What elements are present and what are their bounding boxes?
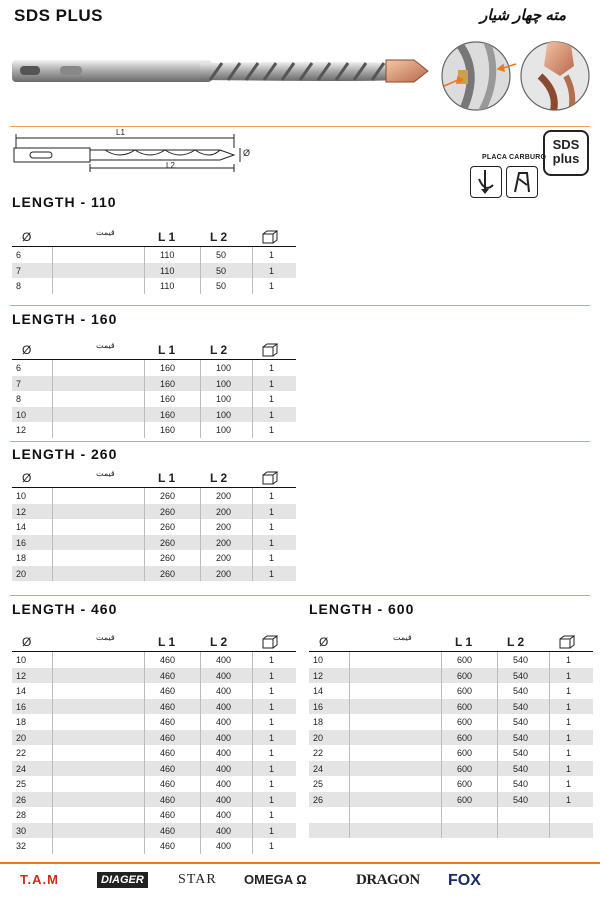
table-header xyxy=(12,468,296,488)
col-price: قیمت xyxy=(96,469,115,478)
table-row: 14 460 400 1 xyxy=(16,686,275,696)
table-row: 7 110 50 1 xyxy=(12,263,296,279)
column-separator xyxy=(52,652,53,854)
brand-logo: T.A.M xyxy=(20,872,59,887)
table-row: 32 460 400 1 xyxy=(16,841,275,851)
table-row: 24 460 400 1 xyxy=(12,761,296,777)
column-separator xyxy=(144,247,145,294)
divider xyxy=(10,305,590,306)
col-price: قیمت xyxy=(96,633,115,642)
page-title-fa: مته چهار شیار xyxy=(480,7,566,24)
brand-logo: DRAGON xyxy=(356,872,420,888)
column-separator xyxy=(144,360,145,438)
drill-illustration xyxy=(0,30,600,126)
table-row: 10 600 540 1 xyxy=(313,655,572,665)
table-row: 12 160 100 1 xyxy=(16,425,275,435)
table-header xyxy=(12,632,296,652)
col-dia: Ø xyxy=(22,635,32,649)
table-row: 24 600 540 1 xyxy=(309,761,593,777)
table-row: 7 160 100 1 xyxy=(12,376,296,392)
divider xyxy=(10,595,590,596)
divider xyxy=(10,441,590,442)
table-row: 22 460 400 1 xyxy=(16,748,275,758)
table-row xyxy=(309,807,593,823)
col-dia: Ø xyxy=(22,343,32,357)
table-row xyxy=(309,823,593,839)
flute-icon xyxy=(506,166,538,198)
dimension-diagram xyxy=(10,128,260,178)
table-row: 14 260 200 1 xyxy=(16,522,275,532)
column-separator xyxy=(497,652,498,838)
table-row: 25 460 400 1 xyxy=(16,779,275,789)
column-separator xyxy=(349,652,350,838)
col-price: قیمت xyxy=(96,228,115,237)
column-separator xyxy=(200,652,201,854)
spec-table xyxy=(12,632,296,854)
column-separator xyxy=(52,488,53,581)
table-row: 25 600 540 1 xyxy=(313,779,572,789)
col-price: قیمت xyxy=(96,341,115,350)
column-separator xyxy=(252,652,253,854)
col-l1: L 1 xyxy=(455,635,473,649)
carbide-tip-icon xyxy=(470,166,502,198)
spec-table xyxy=(12,340,296,438)
l1-label: L1 xyxy=(116,128,125,137)
table-row: 16 460 400 1 xyxy=(12,699,296,715)
table-row: 16 260 200 1 xyxy=(12,535,296,551)
diameter-label: Ø xyxy=(243,148,251,158)
col-dia: Ø xyxy=(22,471,32,485)
section-title: LENGTH - 110 xyxy=(12,194,117,210)
col-l2: L 2 xyxy=(507,635,525,649)
box-icon xyxy=(262,230,278,246)
l2-label: L2 xyxy=(166,161,175,170)
column-separator xyxy=(441,652,442,838)
table-row: 12 260 200 1 xyxy=(12,504,296,520)
col-l1: L 1 xyxy=(158,230,176,244)
spec-table xyxy=(12,468,296,581)
table-row: 12 460 400 1 xyxy=(12,668,296,684)
section-title: LENGTH - 460 xyxy=(12,601,118,617)
brand-logo: STAR xyxy=(178,872,217,887)
column-separator xyxy=(252,247,253,294)
table-row: 18 460 400 1 xyxy=(16,717,275,727)
sds-plus-logo: SDS plus xyxy=(543,130,589,176)
box-icon xyxy=(262,471,278,487)
col-l2: L 2 xyxy=(210,471,228,485)
divider xyxy=(10,126,590,127)
column-separator xyxy=(252,488,253,581)
col-l1: L 1 xyxy=(158,635,176,649)
table-header xyxy=(309,632,593,652)
table-row: 16 600 540 1 xyxy=(309,699,593,715)
col-l1: L 1 xyxy=(158,343,176,357)
table-row: 10 460 400 1 xyxy=(16,655,275,665)
col-l2: L 2 xyxy=(210,343,228,357)
column-separator xyxy=(549,652,550,838)
table-row: 20 260 200 1 xyxy=(12,566,296,582)
carbide-label: PLACA CARBURO xyxy=(482,154,547,161)
table-row: 6 160 100 1 xyxy=(16,363,275,373)
table-row: 30 460 400 1 xyxy=(12,823,296,839)
table-row: 20 600 540 1 xyxy=(309,730,593,746)
table-header xyxy=(12,340,296,360)
table-row: 18 260 200 1 xyxy=(16,553,275,563)
box-icon xyxy=(262,343,278,359)
spec-table xyxy=(12,227,296,294)
col-l1: L 1 xyxy=(158,471,176,485)
page-title: SDS PLUS xyxy=(14,6,104,25)
table-header xyxy=(12,227,296,247)
table-row: 18 600 540 1 xyxy=(313,717,572,727)
table-row: 6 110 50 1 xyxy=(16,250,275,260)
brand-logo: OMEGA Ω xyxy=(244,872,307,887)
col-dia: Ø xyxy=(22,230,32,244)
col-dia: Ø xyxy=(319,635,329,649)
col-l2: L 2 xyxy=(210,635,228,649)
col-price: قیمت xyxy=(393,633,412,642)
table-row: 22 600 540 1 xyxy=(313,748,572,758)
table-row: 14 600 540 1 xyxy=(313,686,572,696)
table-row: 26 600 540 1 xyxy=(309,792,593,808)
section-title: LENGTH - 260 xyxy=(12,446,118,462)
column-separator xyxy=(144,488,145,581)
footer-divider xyxy=(0,862,600,864)
table-row: 8 160 100 1 xyxy=(16,394,275,404)
column-separator xyxy=(200,360,201,438)
table-row: 28 460 400 1 xyxy=(16,810,275,820)
brand-logo: DIAGER xyxy=(97,872,148,888)
table-row: 8 110 50 1 xyxy=(16,281,275,291)
box-icon xyxy=(559,635,575,651)
column-separator xyxy=(52,247,53,294)
brand-logo: FOX xyxy=(448,872,481,889)
table-row: 10 160 100 1 xyxy=(12,407,296,423)
column-separator xyxy=(52,360,53,438)
column-separator xyxy=(200,247,201,294)
table-row: 12 600 540 1 xyxy=(309,668,593,684)
column-separator xyxy=(252,360,253,438)
table-row: 26 460 400 1 xyxy=(12,792,296,808)
table-row: 20 460 400 1 xyxy=(12,730,296,746)
table-row: 10 260 200 1 xyxy=(16,491,275,501)
box-icon xyxy=(262,635,278,651)
section-title: LENGTH - 160 xyxy=(12,311,118,327)
column-separator xyxy=(200,488,201,581)
section-title: LENGTH - 600 xyxy=(309,601,415,617)
col-l2: L 2 xyxy=(210,230,228,244)
column-separator xyxy=(144,652,145,854)
spec-table xyxy=(309,632,593,838)
